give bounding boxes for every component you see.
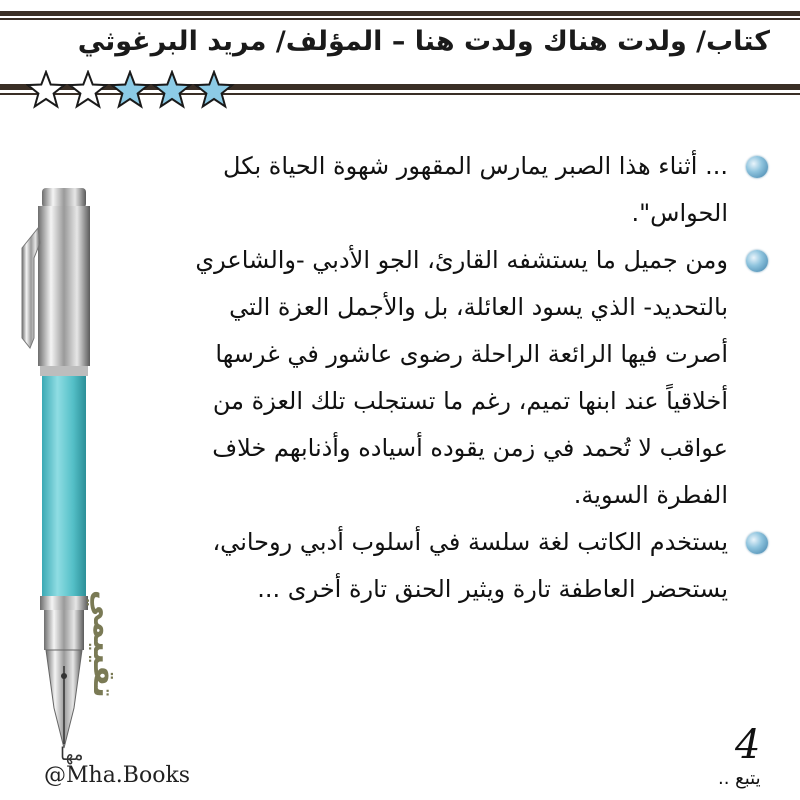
star-filled-icon bbox=[154, 72, 190, 106]
review-point-2 bbox=[172, 237, 772, 519]
header-top-rule-thin bbox=[0, 18, 800, 20]
bullet-icon bbox=[746, 156, 768, 178]
social-handle: @Mha.Books bbox=[44, 763, 191, 788]
bullet-icon bbox=[746, 250, 768, 272]
review-point-text: ومن جميل ما يستشفه القارئ، الجو الأدبي -والشاعري بالتحديد- الذي يسود العائلة، بل والأجمل العزة التي أصرت فيها الرائعة الراحلة رضوى عاشور في غرسها أخلاقياً عند ابنها تميم، رغم ما تستجلب تلك العزة من عواقب لا تُحمد في زمن يقوده أسياده وأذنابهم خلاف الفطرة السوية. bbox=[195, 246, 728, 509]
page-number: 4 bbox=[735, 722, 761, 768]
my-rating-vertical-label: تقييمي bbox=[86, 590, 121, 698]
review-point-text: ... أثناء هذا الصبر يمارس المقهور شهوة الحياة بكل الحواس". bbox=[223, 152, 728, 227]
rating-stars bbox=[26, 70, 236, 110]
review-point-text: يستخدم الكاتب لغة سلسة في أسلوب أدبي روحاني، يستحضر العاطفة تارة ويثير الحنق تارة أخرى ... bbox=[212, 528, 728, 603]
bullet-icon bbox=[746, 532, 768, 554]
fountain-pen-illustration bbox=[20, 188, 140, 768]
star-empty-icon bbox=[28, 72, 64, 106]
review-content bbox=[172, 143, 772, 613]
star-empty-icon bbox=[70, 72, 106, 106]
continued-label: يتبع .. bbox=[718, 768, 761, 789]
review-point-3 bbox=[172, 519, 772, 613]
star-filled-icon bbox=[112, 72, 148, 106]
review-point-1 bbox=[172, 143, 772, 237]
page-title: كتاب/ ولدت هناك ولدت هنا – المؤلف/ مريد البرغوثي bbox=[77, 26, 770, 57]
author-signature: مها bbox=[60, 744, 84, 765]
header-top-rule bbox=[0, 11, 800, 16]
star-filled-icon bbox=[196, 72, 232, 106]
